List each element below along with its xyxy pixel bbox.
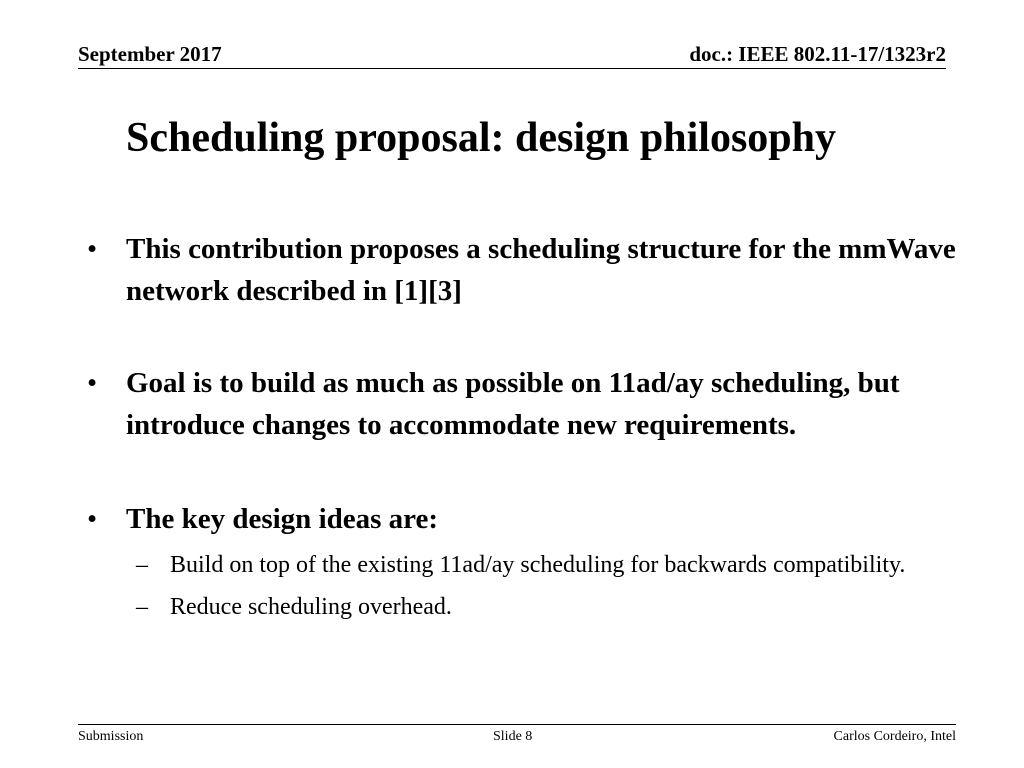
sub-bullet-text: Build on top of the existing 11ad/ay scheduling for backwards compatibility. — [170, 552, 906, 578]
header-divider — [78, 68, 946, 69]
bullet-text: This contribution proposes a scheduling structure for the mmWave network described in [1][3] — [126, 233, 956, 307]
header-date: September 2017 — [78, 42, 222, 66]
footer-divider — [78, 724, 956, 725]
sub-bullet-item — [82, 590, 962, 624]
bullet-text: Goal is to build as much as possible on 11ad/ay scheduling, but introduce changes to accommodate new requirements. — [126, 367, 900, 441]
bullet-item — [82, 498, 962, 540]
bullet-dot-icon: • — [87, 367, 98, 399]
sub-bullet-dash-icon: – — [136, 594, 148, 620]
header-doc-id: doc.: IEEE 802.11-17/1323r2 — [689, 42, 946, 66]
bullet-dot-icon: • — [87, 233, 98, 265]
bullet-text: The key design ideas are: — [126, 503, 439, 535]
bullet-dot-icon: • — [87, 503, 98, 535]
sub-bullet-item — [82, 548, 962, 582]
sub-bullet-dash-icon: – — [136, 552, 148, 578]
slide-title: Scheduling proposal: design philosophy — [126, 115, 837, 161]
footer-submission: Submission — [78, 729, 144, 744]
footer-author: Carlos Cordeiro, Intel — [833, 729, 956, 744]
footer-slide-number: Slide 8 — [493, 729, 533, 744]
bullet-item — [82, 362, 962, 446]
slide-content — [82, 228, 962, 624]
sub-bullet-text: Reduce scheduling overhead. — [170, 594, 452, 620]
bullet-item — [82, 228, 962, 312]
